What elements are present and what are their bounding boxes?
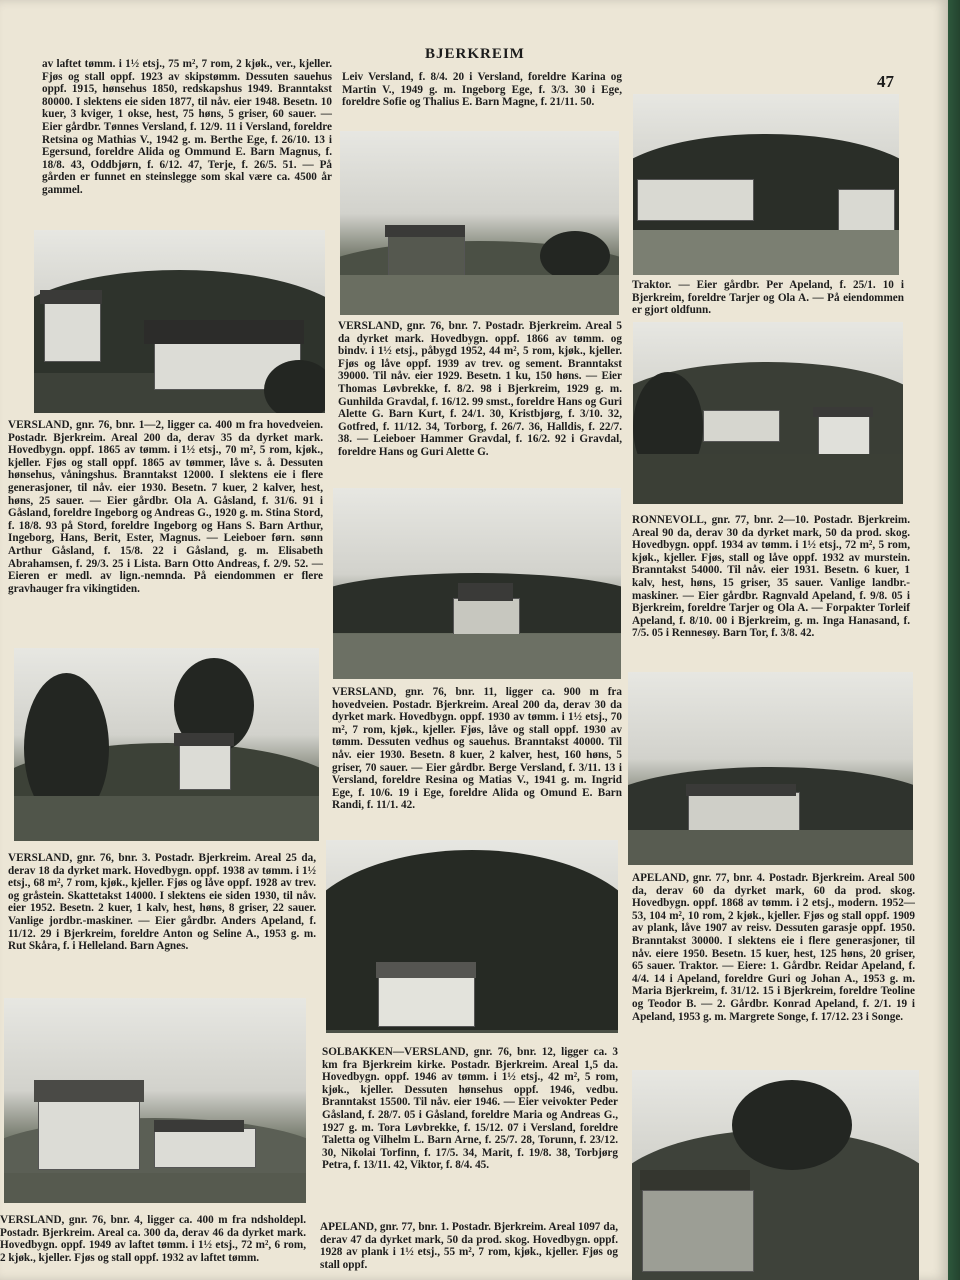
text-col2-block6: SOLBAKKEN—VERSLAND, gnr. 76, bnr. 12, ligger ca. 3 km fra Bjerkreim kirke. Postadr. Bjerkreim. Areal 1,5 da. Hovedbygn. oppf. 1946 av tømm. i 1½ etsj., 42 m², 5 rom, kjøk., kjeller. Dessuten hønsehus oppf. 1946, vedbu. Branntakst 15500. Til nåv. eier 1946. — Eier veivokter Peder Gåsland, f. 28/7. 05 i Gåsland, foreldre Maria og Andreas G., 1927 g. m. Tora Løvbrekke, f. 15/12. 07 i Versland, foreldre Taletta og Vilhelm L. Barn Arne, f. 25/7. 28, Torunn, f. 23/12. 30, Nikolai Torfinn, f. 17/5. 34, Marit, f. 19/8. 38, Torbjørg Petra, f. 13/11. 42, Viktor, f. 8/4. 45.	[322, 1046, 618, 1172]
text-col3-block3: RONNEVOLL, gnr. 77, bnr. 2—10. Postadr. Bjerkreim. Areal 90 da, derav 30 da dyrket mark, 50 da prod. skog. Hovedbygn. oppf. 1934 av tømm. i 1½ etsj., 72 m², 5 rom, kjøk., kjeller. Fjøs, stall og låve oppf. 1932 av murstein. Branntakst 54000. Til nåv. eier 1931. Besetn. 6 kuer, 1 kalv, hest, høns, 15 griser, 35 sauer. Vanlige landbr.-maskiner. — Eier gårdbr. Ragnvald Apeland, f. 9/8. 05 i Bjerkreim, foreldre Tarjer og Ola A. — Forpakter Torleif Apeland, f. 8/10. 00 i Bjerkreim, g. m. Inga Hanasand, f. 7/5. 05 i Rennesøy. Barn Tor, f. 3/8. 42.	[632, 514, 910, 640]
farm-photo-versland-4	[4, 998, 306, 1203]
farm-photo-ronnevoll	[633, 322, 903, 504]
text-col1-block6: VERSLAND, gnr. 76, bnr. 4, ligger ca. 400 m fra ndsholdepl. Postadr. Bjerkreim. Areal ca. 300 da, derav 46 da dyrket mark. Hovedbygn. oppf. 1949 av laftet tømm. i 1½ etsj., 72 m², 6 rom, 2 kjøk., kjeller. Fjøs og stall oppf. 1932 av laftet tømm.	[0, 1214, 306, 1264]
text-col3-block1: Traktor. — Eier gårdbr. Per Apeland, f. 25/1. 10 i Bjerkreim, foreldre Tarjer og Ola A. — På eiendommen er gjort oldfunn.	[632, 279, 904, 317]
farm-photo-versland-11	[333, 488, 621, 679]
text-col1-block0: av laftet tømm. i 1½ etsj., 75 m², 7 rom, 2 kjøk., ver., kjeller. Fjøs og stall oppf. 1923 av skipstømm. Dessuten sauehus oppf. 1915, hønsehus 1850, redskapshus 1949. Branntakst 80000. I slektens eie siden 1877, til nåv. eier 1948. Besetn. 10 kuer, 3 kviger, 1 okse, hest, 75 høns, 5 griser, 60 sauer. — Eier gårdbr. Tønnes Versland, f. 12/9. 11 i Versland, foreldre Retsina og Mathias V., 1942 g. m. Berthe Ege, f. 26/10. 13 i Egersund, foreldre Alida og Ommund E. Barn Magnus, f. 18/8. 43, Oddbjørn, f. 6/12. 47, Terje, f. 26/5. 51. — På gården er funnet en steinslegge som skal være ca. 4500 år gammel.	[42, 58, 332, 196]
farm-photo-apeland-4	[628, 672, 913, 865]
farm-photo-versland-3	[14, 648, 319, 841]
page-number: 47	[877, 72, 894, 91]
text-col2-block4: VERSLAND, gnr. 76, bnr. 11, ligger ca. 900 m fra hovedveien. Postadr. Bjerkreim. Areal 200 da, derav 30 da dyrket mark. Hovedbygn. oppf. 1930 av tømm. i 1½ etsj., 70 m², 7 rom, kjøk., kjeller. Fjøs, låve og stall oppf. 1930 av tømm. Dessuten vedhus og sauehus. Branntakst 40000. Til nåv. eier 1930. Besetn. 8 kuer, 2 kalver, hest, 160 høns, 5 griser, 70 sauer. — Eier gårdbr. Berge Versland, f. 3/11. 13 i Versland, foreldre Resina og Matias V., 1941 g. m. Ingrid Ege, f. 10/6. 19 i Ege, foreldre Alida og Omund E. Barn Randi, f. 11/1. 42.	[332, 686, 622, 812]
farm-photo-versland-7	[340, 131, 619, 315]
text-col3-block5: APELAND, gnr. 77, bnr. 4. Postadr. Bjerkreim. Areal 500 da, derav 60 da dyrket mark, 60 da prod. skog. Hovedbygn. oppf. 1868 av tømm. i 2 etsj., modern. 1952—53, 104 m², 10 rom, 2 kjøk., kjeller. Fjøs og stall oppf. 1909 av plank, låve 1907 av reisv. Dessuten garasje oppf. 1950. Branntakst 30000. I slektens eie i flere generasjoner, til nåv. eiere 1950. Besetn. 15 kuer, hest, 125 høns, 20 griser, 65 sauer. Traktor. — Eiere: 1. Gårdbr. Reidar Apeland, f. 4/4. 14 i Apeland, foreldre Guri og Johan A., 1953 g. m. Maria Bjerkreim, f. 31/12. 15 i Bjerkreim, foreldre Teoline og Teodor B. — 2. Gårdbr. Konrad Apeland, f. 2/1. 19 i Apeland, 1953 g. m. Margrete Songe, f. 17/12. 23 i Songe.	[632, 872, 915, 1023]
text-col2-block7: APELAND, gnr. 77, bnr. 1. Postadr. Bjerkreim. Areal 1097 da, derav 47 da dyrket mark, 50 da prod. skog. Hovedbygn. oppf. 1928 av plank i 1½ etsj., 55 m², 7 rom, kjøk., kjeller. Fjøs og stall oppf.	[320, 1221, 618, 1271]
farm-photo-apeland-bottom	[632, 1070, 919, 1280]
farm-photo-versland-1-2	[34, 230, 325, 413]
text-col1-block2: VERSLAND, gnr. 76, bnr. 1—2, ligger ca. 400 m fra hovedveien. Postadr. Bjerkreim. Areal 200 da, derav 35 da dyrket mark. Hovedbygn. oppf. 1865 av tømm. i 1½ etsj., 70 m², 5 rom, kjøk., kjeller. Fjøs og stall oppf. 1865 av tømmer, låve s. å. Dessuten hønsehus, våningshus. Branntakst 12000. I slektens eie i flere generasjoner, til nåv. eier 1930. Besetn. 7 kuer, 2 kalver, hest, høns, 25 sauer. — Eier gårdbr. Ola A. Gåsland, f. 31/6. 91 i Gåsland, foreldre Ingeborg og Andreas G., 1920 g. m. Stina Stord, f. 18/8. 93 på Stord, foreldre Ingeborg og Hans S. Barn Arthur, Ingeborg, Hans, Berit, Ester, Magnus. — Leieboer førn. sønn Arthur Gåsland, f. 15/8. 22 i Gåsland, g. m. Elisabeth Abrahamsen, f. 29/3. 25 i Lista. Barn Otto Andreas, f. 2/9. 52. — Eieren er medl. av lign.-nemnda. På eiendommen er flere gravhauger fra vikingtiden.	[8, 419, 323, 595]
text-col1-block4: VERSLAND, gnr. 76, bnr. 3. Postadr. Bjerkreim. Areal 25 da, derav 18 da dyrket mark. Hovedbygn. oppf. 1938 av tømm. i 1½ etsj., 68 m², 7 rom, kjøk., kjeller. Fjøs og låve oppf. 1928 av trev. og gråstein. Skattetakst 14000. I slektens eie siden 1930, til nåv. eier 1952. Besetn. 2 kuer, 1 kalv, hest, høns, 8 griser, 22 sauer. Vanlige jordbr.-maskiner. — Eier gårdbr. Anders Apeland, f. 11/12. 29 i Bjerkreim, foreldre Anton og Seline A., 1953 g. m. Rut Skåra, f. i Helleland. Barn Agnes.	[8, 852, 316, 953]
page-header-title: BJERKREIM	[425, 46, 525, 62]
text-col2-block0: Leiv Versland, f. 8/4. 20 i Versland, foreldre Karina og Martin V., 1949 g. m. Ingeborg Ege, f. 3/3. 30 i Ege, foreldre Sofie og Thalius E. Barn Magne, f. 21/11. 50.	[342, 71, 622, 109]
text-col2-block2: VERSLAND, gnr. 76, bnr. 7. Postadr. Bjerkreim. Areal 5 da dyrket mark. Hovedbygn. oppf. 1866 av tømm. og bindv. i 1½ etsj., påbygd 1952, 44 m², 5 rom, kjøk., kjeller. Fjøs og låve oppf. 1939 av trev. og sement. Branntakst 39000. Til nåv. eier 1929. Besetn. 1 ku, 150 høns. — Eier Thomas Løvbrekke, f. 8/2. 98 i Bjerkreim, 1929 g. m. Gunhilda Gravdal, f. 16/12. 99 smst., foreldre Hans og Guri Alette G. Barn Kurt, f. 24/1. 30, Kristbjørg, f. 3/10. 32, Gotfred, f. 11/12. 34, Torborg, f. 26/7. 36, Halldis, f. 22/7. 38. — Leieboer Hammer Gravdal, f. 16/2. 92 i Gravdal, foreldre Hans og Guri Alette G.	[338, 320, 622, 458]
farm-photo-apeland-traktor	[633, 94, 899, 275]
farm-photo-solbakken	[326, 840, 618, 1033]
page-edge-shadow	[946, 0, 960, 1280]
